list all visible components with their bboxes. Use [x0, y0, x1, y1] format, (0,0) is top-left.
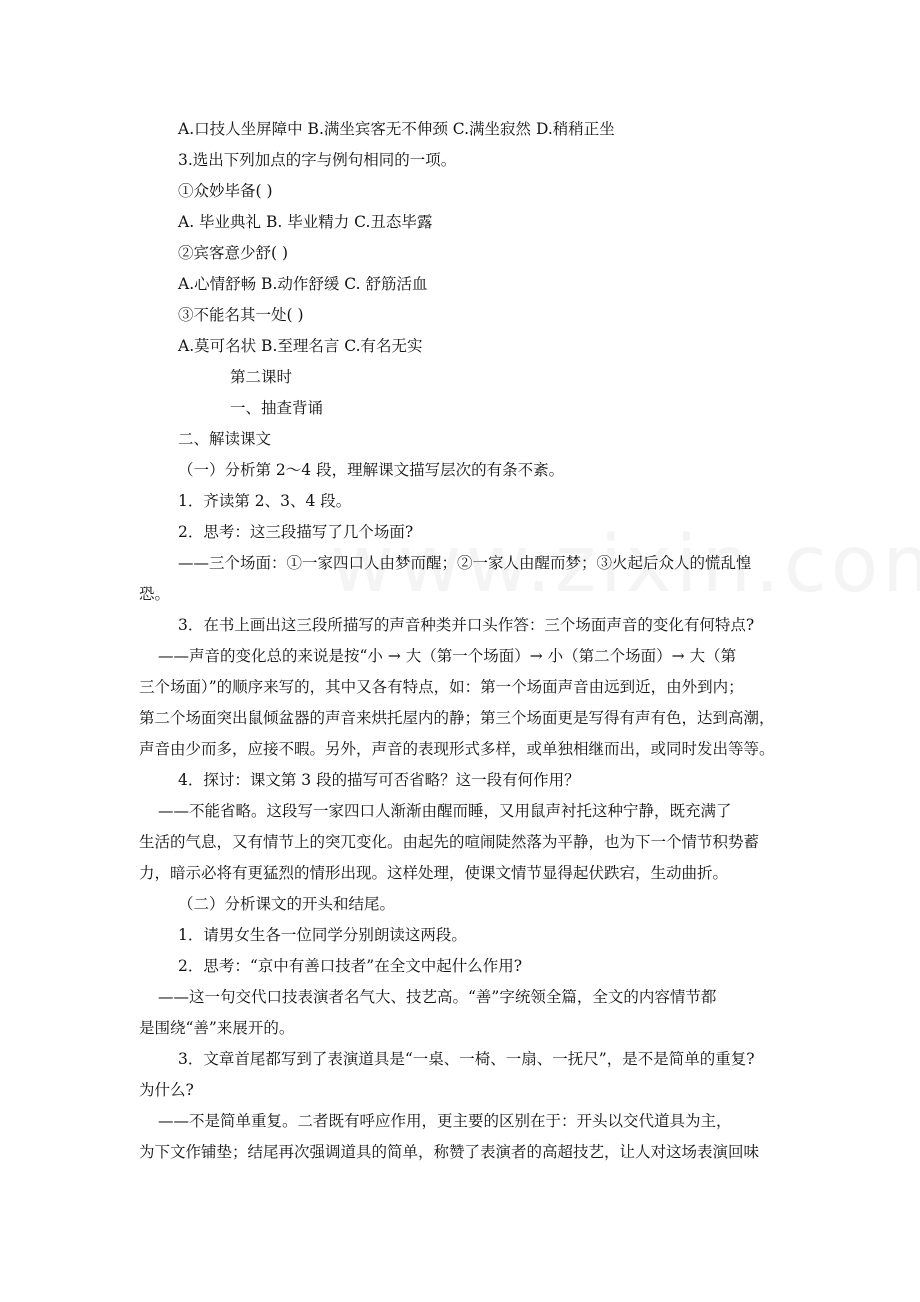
text-line: 4．探讨：课文第 3 段的描写可否省略？这一段有何作用？ — [178, 771, 580, 789]
text-line: 2．思考：这三段描写了几个场面? — [178, 523, 414, 541]
text-line: 声音由少而多，应接不暇。另外，声音的表现形式多样，或单独相继而出，或同时发出等等。 — [139, 740, 775, 758]
text-line: A.口技人坐屏障中 B.满坐宾客无不伸颈 C.满坐寂然 D.稍稍正坐 — [178, 120, 615, 138]
text-line: 第二个场面突出鼠倾盆器的声音来烘托屋内的静；第三个场面更是写得有声有色，达到高潮， — [139, 709, 775, 727]
text-line: ①众妙毕备( ) — [178, 182, 273, 200]
text-line: 是围绕“善”来展开的。 — [139, 1019, 295, 1037]
text-line: 3．在书上画出这三段所描写的声音种类并口头作答：三个场面声音的变化有何特点? — [178, 616, 755, 634]
text-line: ——三个场面：①一家四口人由梦而醒；②一家人由醒而梦；③火起后众人的慌乱惶 — [178, 554, 752, 572]
text-line: 三个场面）”的顺序来写的，其中又各有特点，如：第一个场面声音由远到近，由外到内； — [139, 678, 744, 696]
section-heading: 一、抽查背诵 — [230, 399, 324, 417]
text-line: （一）分析第 2～4 段，理解课文描写层次的有条不紊。 — [178, 461, 565, 479]
section-heading: 第二课时 — [230, 368, 293, 386]
text-line: A.莫可名状 B.至理名言 C.有名无实 — [178, 337, 423, 355]
text-line: ②宾客意少舒( ) — [178, 244, 289, 262]
text-line: ——不能省略。这段写一家四口人渐渐由醒而睡，又用鼠声衬托这种宁静，既充满了 — [158, 802, 732, 820]
text-line: 3.选出下列加点的字与例句相同的一项。 — [178, 151, 457, 169]
text-line: ——不是简单重复。二者既有呼应作用，更主要的区别在于：开头以交代道具为主， — [158, 1112, 732, 1130]
text-line: ——声音的变化总的来说是按“小 → 大（第一个场面）→ 小（第二个场面）→ 大（第 — [158, 647, 737, 665]
text-line: 力，暗示必将有更猛烈的情形出现。这样处理，使课文情节显得起伏跌宕，生动曲折。 — [139, 864, 729, 882]
text-line: 为下文作铺垫；结尾再次强调道具的简单，称赞了表演者的高超技艺，让人对这场表演回味 — [139, 1143, 760, 1161]
text-line: 恐。 — [139, 585, 171, 603]
text-line: 1．请男女生各一位同学分别朗读这两段。 — [178, 926, 467, 944]
text-line: 3．文章首尾都写到了表演道具是“一桌、一椅、一扇、一抚尺”，是不是简单的重复? — [178, 1050, 755, 1068]
text-line: （二）分析课文的开头和结尾。 — [178, 895, 396, 913]
text-line: A.心情舒畅 B.动作舒缓 C. 舒筋活血 — [178, 275, 428, 293]
text-line: 为什么? — [139, 1081, 194, 1099]
text-line: ③不能名其一处( ) — [178, 306, 304, 324]
text-line: A. 毕业典礼 B. 毕业精力 C.丑态毕露 — [178, 213, 433, 231]
text-line: 2．思考：“京中有善口技者”在全文中起什么作用? — [178, 957, 523, 975]
text-line: 1．齐读第 2、3、4 段。 — [178, 492, 352, 510]
section-heading: 二、解读课文 — [178, 430, 272, 448]
text-line: ——这一句交代口技表演者名气大、技艺高。“善”字统领全篇，全文的内容情节都 — [158, 988, 717, 1006]
text-line: 生活的气息，又有情节上的突兀变化。由起先的喧闹陡然落为平静，也为下一个情节积势蓄 — [139, 833, 760, 851]
